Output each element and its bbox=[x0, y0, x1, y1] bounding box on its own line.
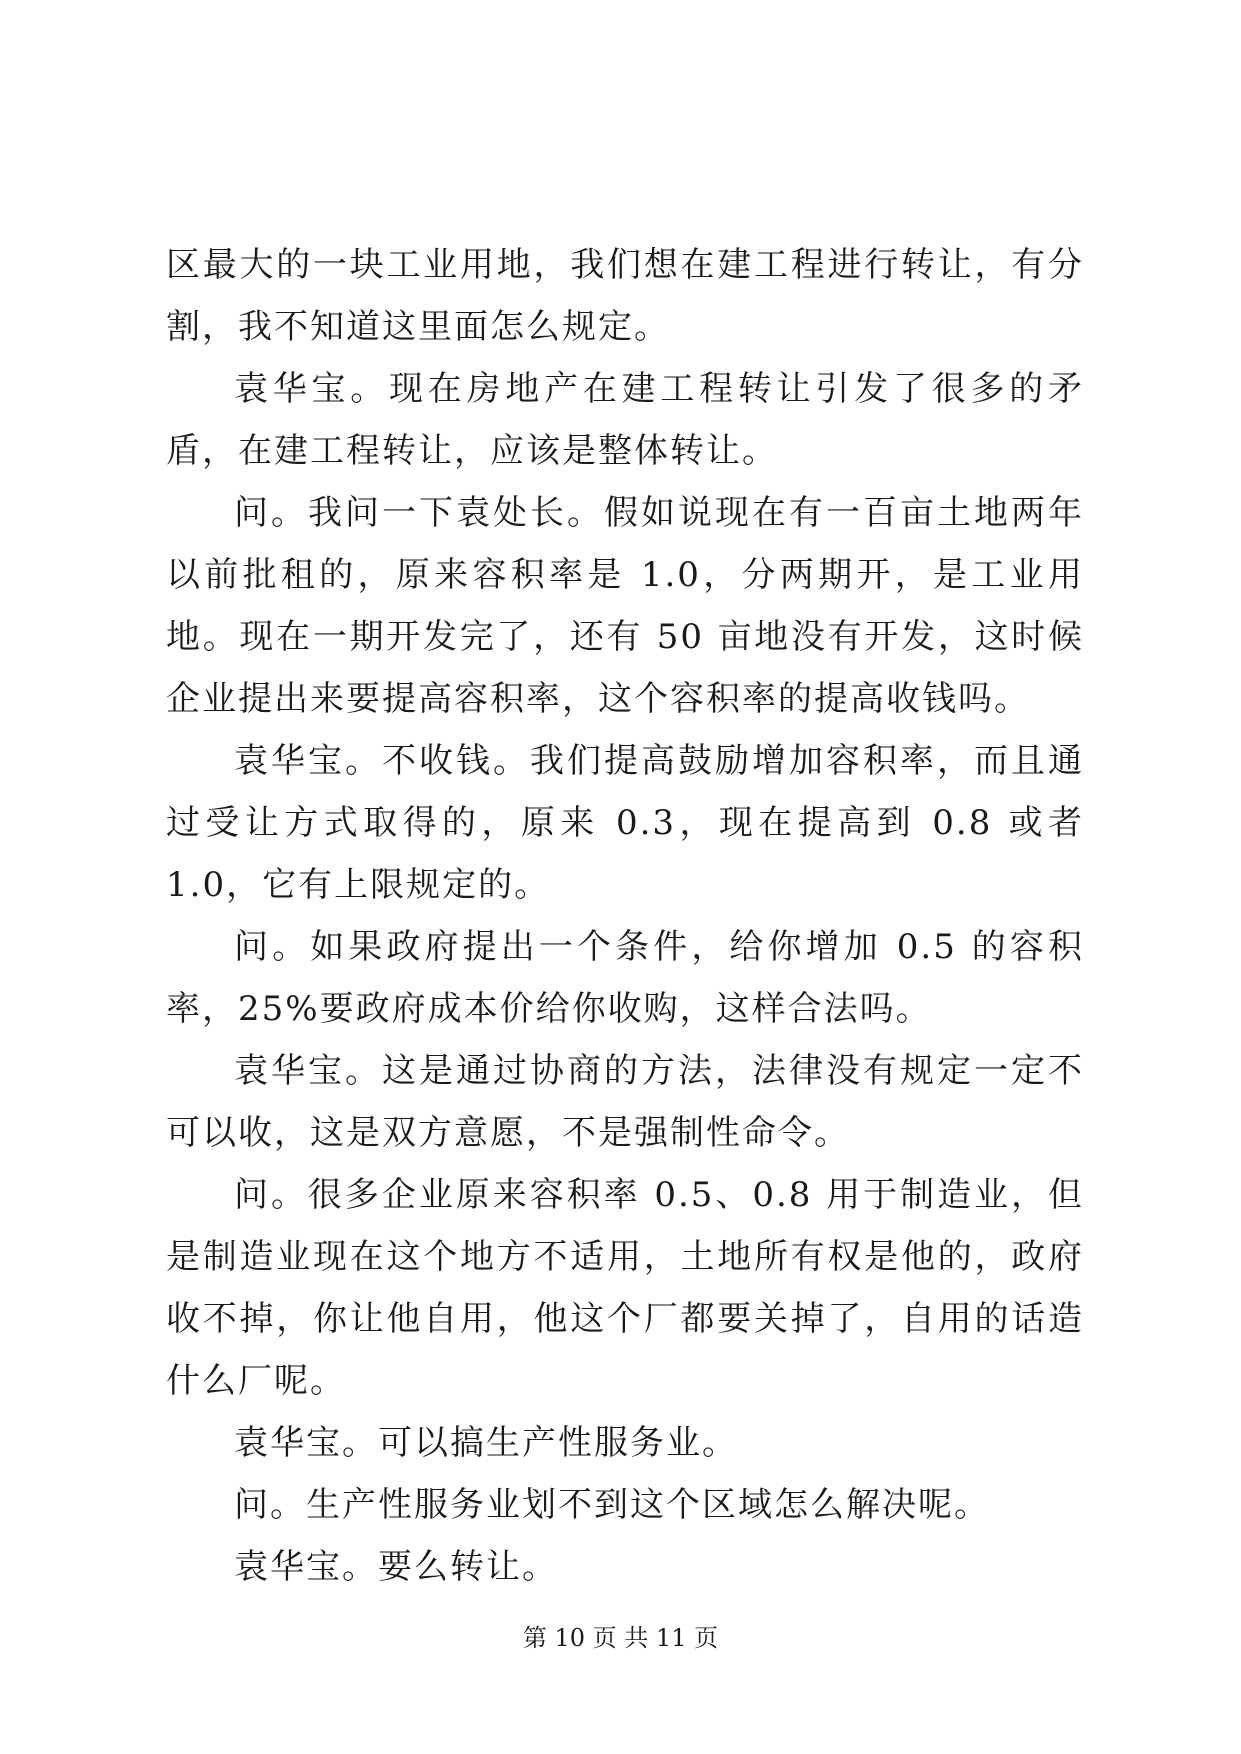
paragraph-question: 问。如果政府提出一个条件，给你增加 0.5 的容积率，25%要政府成本价给你收购，这样合法吗。 bbox=[166, 927, 1084, 1029]
page-footer bbox=[0, 1622, 1241, 1654]
paragraph-question: 问。很多企业原来容积率 0.5、0.8 用于制造业，但是制造业现在这个地方不适用，土地所有权是他的，政府收不掉，你让他自用，他这个厂都要关掉了，自用的话造什么厂呢。 bbox=[166, 1175, 1084, 1401]
paragraph-question: 问。生产性服务业划不到这个区域怎么解决呢。 bbox=[234, 1485, 990, 1525]
document-body bbox=[166, 234, 1084, 1598]
paragraph-continuation: 区最大的一块工业用地，我们想在建工程进行转让，有分割，我不知道这里面怎么规定。 bbox=[166, 245, 1084, 347]
page-number-label: 第 10 页 共 11 页 bbox=[522, 1624, 719, 1652]
paragraph-answer: 袁华宝。现在房地产在建工程转让引发了很多的矛盾，在建工程转让，应该是整体转让。 bbox=[166, 369, 1084, 471]
paragraph-answer: 袁华宝。要么转让。 bbox=[234, 1547, 558, 1587]
paragraph-answer: 袁华宝。可以搞生产性服务业。 bbox=[234, 1423, 738, 1463]
paragraph-answer: 袁华宝。不收钱。我们提高鼓励增加容积率，而且通过受让方式取得的，原来 0.3，现在提高到 0.8 或者 1.0，它有上限规定的。 bbox=[166, 741, 1084, 905]
paragraph-answer: 袁华宝。这是通过协商的方法，法律没有规定一定不可以收，这是双方意愿，不是强制性命令。 bbox=[166, 1051, 1084, 1153]
paragraph-question: 问。我问一下袁处长。假如说现在有一百亩土地两年以前批租的，原来容积率是 1.0，分两期开，是工业用地。现在一期开发完了，还有 50 亩地没有开发，这时候企业提出来要提高容积率，这个容积率的提高收钱吗。 bbox=[166, 493, 1084, 719]
